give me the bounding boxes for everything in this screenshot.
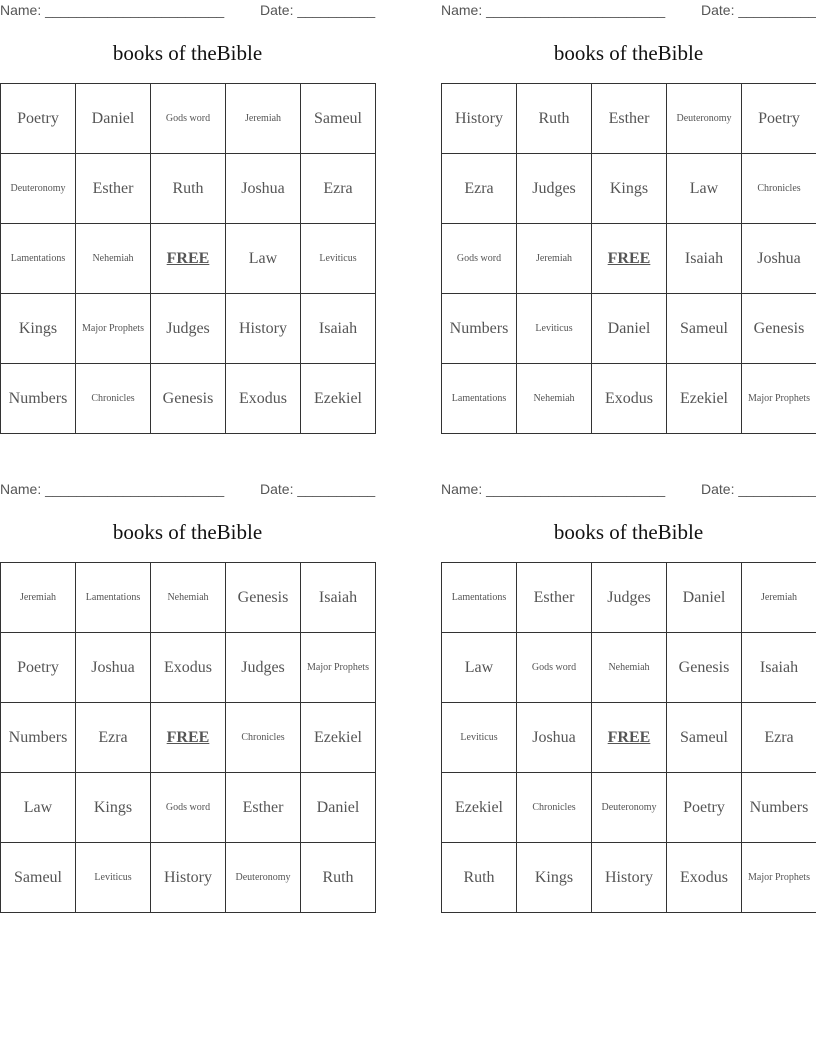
bingo-cell[interactable]: Deuteronomy — [592, 773, 667, 843]
bingo-cell[interactable]: Kings — [76, 773, 151, 843]
bingo-cell[interactable]: Judges — [517, 154, 592, 224]
bingo-row — [442, 703, 816, 773]
bingo-row — [442, 224, 816, 294]
bingo-cell[interactable]: Isaiah — [301, 563, 376, 633]
bingo-cell[interactable]: Law — [667, 154, 742, 224]
bingo-cell[interactable]: Gods word — [442, 224, 517, 294]
bingo-cell[interactable]: Daniel — [301, 773, 376, 843]
bingo-cell[interactable]: Leviticus — [517, 294, 592, 364]
name-date-row — [0, 481, 375, 499]
bingo-cell[interactable]: Numbers — [742, 773, 816, 843]
date-field-label: Date: __________ — [260, 481, 376, 497]
bingo-cell[interactable]: Joshua — [226, 154, 301, 224]
bingo-cell[interactable]: Leviticus — [442, 703, 517, 773]
card-title: books of theBible — [112, 41, 263, 65]
bingo-cell[interactable]: Daniel — [76, 84, 151, 154]
bingo-cell[interactable]: Ezekiel — [667, 364, 742, 434]
bingo-cell[interactable]: Lamentations — [76, 563, 151, 633]
bingo-cell[interactable]: Lamentations — [442, 364, 517, 434]
bingo-row — [1, 84, 376, 154]
bingo-cell[interactable]: Judges — [151, 294, 226, 364]
bingo-cell[interactable]: Poetry — [667, 773, 742, 843]
bingo-cell[interactable]: History — [226, 294, 301, 364]
bingo-cell[interactable]: Ezra — [742, 703, 816, 773]
bingo-cell[interactable]: Joshua — [742, 224, 816, 294]
bingo-row — [442, 773, 816, 843]
bingo-cell[interactable]: Major Prophets — [76, 294, 151, 364]
bingo-row — [442, 84, 816, 154]
bingo-cell[interactable]: Kings — [517, 843, 592, 913]
bingo-cell[interactable]: Numbers — [1, 703, 76, 773]
date-field-label: Date: __________ — [260, 2, 376, 18]
bingo-cell[interactable]: Ezra — [76, 703, 151, 773]
bingo-cell[interactable]: Numbers — [442, 294, 517, 364]
bingo-cell[interactable]: Chronicles — [517, 773, 592, 843]
bingo-cell[interactable]: Gods word — [151, 773, 226, 843]
bingo-cell[interactable]: Chronicles — [742, 154, 816, 224]
bingo-cell[interactable]: Lamentations — [1, 224, 76, 294]
bingo-cell[interactable]: Poetry — [1, 633, 76, 703]
free-space-cell[interactable]: FREE — [592, 224, 667, 294]
bingo-row — [1, 154, 376, 224]
bingo-cell[interactable]: Sameul — [301, 84, 376, 154]
bingo-cell[interactable]: Joshua — [517, 703, 592, 773]
bingo-row — [1, 773, 376, 843]
bingo-cell[interactable]: Jeremiah — [1, 563, 76, 633]
bingo-cell[interactable]: Ruth — [151, 154, 226, 224]
bingo-cell[interactable]: Ezekiel — [301, 703, 376, 773]
bingo-cell[interactable]: Gods word — [517, 633, 592, 703]
bingo-cell[interactable]: Law — [226, 224, 301, 294]
bingo-cell[interactable]: Judges — [226, 633, 301, 703]
name-field-label: Name: _______________________ — [0, 481, 225, 497]
bingo-cell[interactable]: Joshua — [76, 633, 151, 703]
bingo-cell[interactable]: History — [592, 843, 667, 913]
bingo-cell[interactable]: Ezekiel — [301, 364, 376, 434]
bingo-cell[interactable]: Genesis — [667, 633, 742, 703]
bingo-cell[interactable]: Jeremiah — [517, 224, 592, 294]
bingo-cell[interactable]: Major Prophets — [301, 633, 376, 703]
bingo-row — [1, 224, 376, 294]
bingo-cell[interactable]: Leviticus — [76, 843, 151, 913]
bingo-cell[interactable]: Nehemiah — [76, 224, 151, 294]
bingo-cell[interactable]: Ezekiel — [442, 773, 517, 843]
bingo-cell[interactable]: Nehemiah — [517, 364, 592, 434]
bingo-cell[interactable]: Law — [442, 633, 517, 703]
bingo-row — [442, 843, 816, 913]
name-date-row — [441, 2, 816, 20]
bingo-cell[interactable]: Sameul — [1, 843, 76, 913]
name-date-row — [441, 481, 816, 499]
bingo-row — [442, 154, 816, 224]
bingo-cell[interactable]: Major Prophets — [742, 364, 816, 434]
bingo-cell[interactable]: Law — [1, 773, 76, 843]
bingo-cell[interactable]: Ruth — [301, 843, 376, 913]
bingo-cell[interactable]: Sameul — [667, 703, 742, 773]
bingo-cell[interactable]: History — [151, 843, 226, 913]
bingo-cell[interactable]: Kings — [1, 294, 76, 364]
bingo-cell[interactable]: Isaiah — [742, 633, 816, 703]
bingo-row — [442, 364, 816, 434]
bingo-grid — [0, 562, 376, 913]
date-field-label: Date: __________ — [701, 2, 816, 18]
bingo-cell[interactable]: Ruth — [517, 84, 592, 154]
bingo-cell[interactable]: Kings — [592, 154, 667, 224]
bingo-cell[interactable]: Genesis — [151, 364, 226, 434]
bingo-cell[interactable]: Ezra — [442, 154, 517, 224]
bingo-cell[interactable]: Judges — [592, 563, 667, 633]
bingo-row — [1, 843, 376, 913]
bingo-row — [442, 633, 816, 703]
bingo-grid — [0, 83, 376, 434]
bingo-cell[interactable]: Exodus — [592, 364, 667, 434]
bingo-cell[interactable]: Daniel — [592, 294, 667, 364]
bingo-cell[interactable]: History — [442, 84, 517, 154]
bingo-cell[interactable]: Jeremiah — [226, 84, 301, 154]
bingo-row — [1, 563, 376, 633]
bingo-cell[interactable]: Esther — [592, 84, 667, 154]
bingo-cell[interactable]: Esther — [226, 773, 301, 843]
bingo-cell[interactable]: Poetry — [742, 84, 816, 154]
bingo-cell[interactable]: Deuteronomy — [667, 84, 742, 154]
card-title: books of theBible — [553, 520, 704, 544]
bingo-cell[interactable]: Major Prophets — [742, 843, 816, 913]
name-field-label: Name: _______________________ — [441, 2, 666, 18]
bingo-cell[interactable]: Isaiah — [301, 294, 376, 364]
bingo-grid — [441, 83, 816, 434]
name-field-label: Name: _______________________ — [441, 481, 666, 497]
free-space-cell[interactable]: FREE — [151, 224, 226, 294]
bingo-cell[interactable]: Jeremiah — [742, 563, 816, 633]
bingo-row — [442, 294, 816, 364]
bingo-cell[interactable]: Nehemiah — [151, 563, 226, 633]
bingo-cell[interactable]: Isaiah — [667, 224, 742, 294]
bingo-cell[interactable]: Exodus — [226, 364, 301, 434]
bingo-cell[interactable]: Exodus — [151, 633, 226, 703]
bingo-cell[interactable]: Nehemiah — [592, 633, 667, 703]
bingo-row — [1, 294, 376, 364]
free-space-cell[interactable]: FREE — [151, 703, 226, 773]
card-title: books of theBible — [553, 41, 704, 65]
bingo-cell[interactable]: Esther — [517, 563, 592, 633]
free-space-cell[interactable]: FREE — [592, 703, 667, 773]
bingo-cell[interactable]: Deuteronomy — [226, 843, 301, 913]
bingo-cell[interactable]: Genesis — [742, 294, 816, 364]
bingo-cell[interactable]: Numbers — [1, 364, 76, 434]
bingo-row — [442, 563, 816, 633]
bingo-cell[interactable]: Gods word — [151, 84, 226, 154]
bingo-cell[interactable]: Daniel — [667, 563, 742, 633]
card-title: books of theBible — [112, 520, 263, 544]
bingo-row — [1, 364, 376, 434]
bingo-cell[interactable]: Ezra — [301, 154, 376, 224]
bingo-row — [1, 703, 376, 773]
date-field-label: Date: __________ — [701, 481, 816, 497]
bingo-cell[interactable]: Leviticus — [301, 224, 376, 294]
bingo-cell[interactable]: Exodus — [667, 843, 742, 913]
bingo-cell[interactable]: Chronicles — [76, 364, 151, 434]
bingo-cell[interactable]: Genesis — [226, 563, 301, 633]
bingo-cell[interactable]: Lamentations — [442, 563, 517, 633]
bingo-cell[interactable]: Ruth — [442, 843, 517, 913]
bingo-cell[interactable]: Poetry — [1, 84, 76, 154]
bingo-cell[interactable]: Deuteronomy — [1, 154, 76, 224]
bingo-cell[interactable]: Sameul — [667, 294, 742, 364]
bingo-grid — [441, 562, 816, 913]
bingo-cell[interactable]: Chronicles — [226, 703, 301, 773]
bingo-cell[interactable]: Esther — [76, 154, 151, 224]
name-field-label: Name: _______________________ — [0, 2, 225, 18]
name-date-row — [0, 2, 375, 20]
bingo-row — [1, 633, 376, 703]
